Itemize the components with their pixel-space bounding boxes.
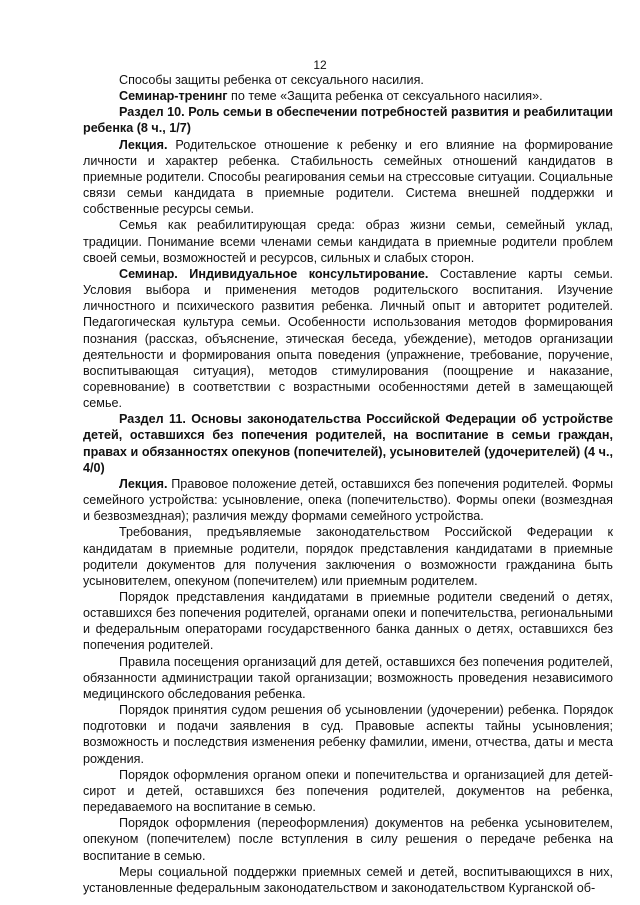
- paragraph-guardianship-docs: [83, 767, 613, 815]
- paragraph-info-procedure: [83, 589, 613, 654]
- paragraph-text: Меры социальной поддержки приемных семей и детей, воспитывающихся в них, установленные федеральным законодательством и законодательством Курганской об-: [83, 864, 613, 895]
- paragraph-text: Порядок принятия судом решения об усыновлении (удочерении) ребенка. Порядок подготовки и подачи заявления в суд. Правовые аспекты тайны усыновления; возможность и последствия изменения ребенку фамилии, имени, отчества, даты и места рождения.: [83, 703, 613, 766]
- paragraph-court-procedure: [83, 702, 613, 767]
- paragraph-lecture-10: [83, 137, 613, 218]
- paragraph-text: Порядок оформления (переоформления) документов на ребенка усыновителем, опекуном (попечителем) после вступления в силу решения о передаче ребенка на воспитание в семью.: [83, 816, 613, 863]
- paragraph-text: Составление карты семьи. Условия выбора и применения методов родительского воспитания. Изучение личностного и психического развития ребенка. Личный опыт и авторитет родителей. Педагогическая культура семьи. Особенности использования методов формирования познания (рассказ, объяснение, этическая беседа, убеждение), методов организации деятельности и формирования опыта поведения (упражнение, требование, поручение, воспитывающая ситуация), методов стимулирования (поощрение и наказание, соревнование) в соответствии с возрастными особенностями детей в замещающей семье.: [83, 266, 613, 411]
- paragraph-text: Правила посещения организаций для детей, оставшихся без попечения родителей, обязанности администрации такой организации; возможность проведения независимого медицинского обследования ребенка.: [83, 654, 613, 701]
- paragraph-seminar-consulting: [83, 266, 613, 411]
- paragraph-text: Требования, предъявляемые законодательством Российской Федерации к кандидатам в приемные родители, порядок представления кандидатами в приемные родители документов для получения заключения о возможности гражданина быть усыновителем, опекуном (попечителем) или приемным родителем.: [83, 525, 613, 588]
- paragraph-lead: Семинар. Индивидуальное консультирование.: [119, 266, 429, 281]
- paragraph-text: Правовое положение детей, оставшихся без попечения родителей. Формы семейного устройства: усыновление, опека (попечительство). Формы опеки (возмездная и безвозмездная); различия между формами семейного устройства.: [83, 476, 613, 524]
- paragraph-text: Семья как реабилитирующая среда: образ жизни семьи, семейный уклад, традиции. Понимание всеми членами семьи кандидата в приемные родители проблем своей семьи, возможностей и ресурсов, сильных и слабых сторон.: [83, 218, 613, 265]
- page-body: [83, 72, 613, 896]
- paragraph-text: Порядок представления кандидатами в приемные родители сведений о детях, оставшихся без попечения родителей, органами опеки и попечительства, региональными и федеральным операторами государственного банка данных о детях, оставшихся без попечения родителей.: [83, 590, 613, 653]
- page-number: 12: [313, 58, 327, 72]
- section-11-heading: Раздел 11. Основы законодательства Российской Федерации об устройстве детей, оставшихся без попечения родителей, на воспитание в семьи граждан, правах и обязанностях опекунов (попечителей), усыновителей (удочерителей) (4 ч., 4/0): [83, 412, 613, 475]
- paragraph-lead: Лекция.: [119, 476, 168, 491]
- paragraph-lead: Семинар-тренинг: [119, 89, 228, 104]
- paragraph-lecture-11: [83, 476, 613, 524]
- paragraph-text: Родительское отношение к ребенку и его влияние на формирование личности и характер ребенка. Стабильность семейных отношений кандидатов в приемные родители. Способы реагирования семьи на стрессовые ситуации. Социальные связи семьи кандидата в приемные родители. Система внешней поддержки и собственные ресурсы семьи.: [83, 137, 613, 217]
- paragraph-lead: Лекция.: [119, 137, 168, 152]
- paragraph-seminar-training: [83, 88, 613, 104]
- section-10-heading: Раздел 10. Роль семьи в обеспечении потребностей развития и реабилитации ребенка (8 ч., 1/7): [83, 105, 613, 136]
- paragraph-text: по теме «Защита ребенка от сексуального насилия».: [227, 89, 543, 104]
- paragraph-requirements: [83, 524, 613, 589]
- paragraph-protection-methods: [83, 72, 613, 88]
- paragraph-visit-rules: [83, 654, 613, 702]
- paragraph-text: Способы защиты ребенка от сексуального насилия.: [119, 73, 424, 87]
- paragraph-text: Порядок оформления органом опеки и попечительства и организацией для детей-сирот и детей, оставшихся без попечения родителей, документов на ребенка, передаваемого на воспитание в семью.: [83, 767, 613, 815]
- paragraph-social-support: [83, 864, 613, 896]
- paragraph-family-environment: [83, 217, 613, 265]
- paragraph-reissue-docs: [83, 815, 613, 863]
